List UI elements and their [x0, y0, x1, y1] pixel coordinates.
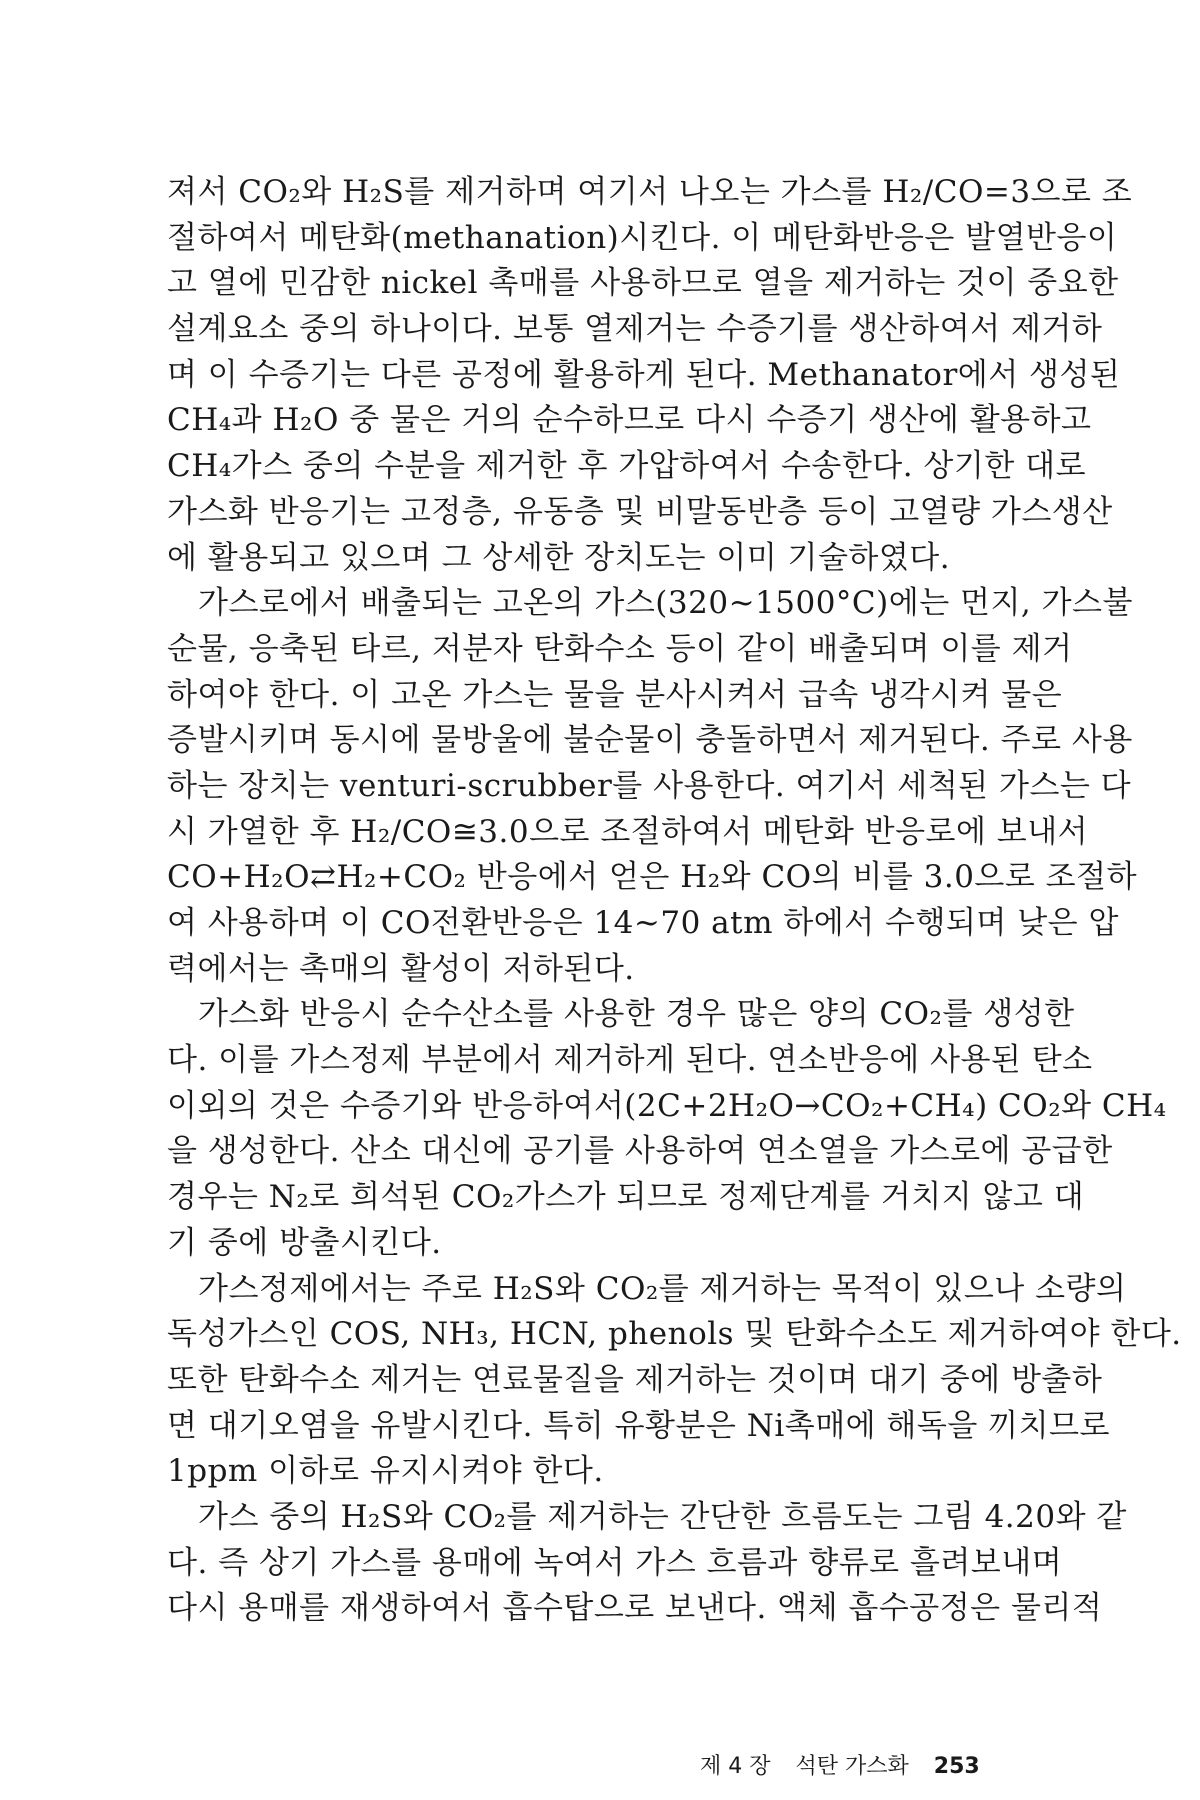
- text-line: 증발시키며 동시에 물방울에 불순물이 충돌하면서 제거된다. 주로 사용: [167, 722, 1133, 759]
- text-line: CH₄과 H₂O 중 물은 거의 순수하므로 다시 수증기 생산에 활용하고: [167, 402, 1092, 439]
- text-line: CH₄가스 중의 수분을 제거한 후 가압하여서 수송한다. 상기한 대로: [167, 448, 1087, 485]
- text-line: 1ppm 이하로 유지시켜야 한다.: [167, 1453, 604, 1490]
- text-line: 면 대기오염을 유발시킨다. 특히 유황분은 Ni촉매에 해독을 끼치므로: [167, 1407, 1110, 1444]
- text-line: CO+H₂O⇄H₂+CO₂ 반응에서 얻은 H₂와 CO의 비를 3.0으로 조절하: [167, 859, 1138, 896]
- text-line: 또한 탄화수소 제거는 연료물질을 제거하는 것이며 대기 중에 방출하: [167, 1361, 1103, 1398]
- text-line: 다. 이를 가스정제 부분에서 제거하게 된다. 연소반응에 사용된 탄소: [167, 1042, 1093, 1079]
- text-line: 이외의 것은 수증기와 반응하여서(2C+2H₂O→CO₂+CH₄) CO₂와 CH₄: [167, 1087, 1167, 1124]
- text-line: 하는 장치는 venturi-scrubber를 사용한다. 여기서 세척된 가스는 다: [167, 767, 1132, 804]
- text-line: 을 생성한다. 산소 대신에 공기를 사용하여 연소열을 가스로에 공급한: [167, 1133, 1113, 1170]
- text-line: 순물, 응축된 타르, 저분자 탄화수소 등이 같이 배출되며 이를 제거: [167, 630, 1073, 667]
- text-line: 다시 용매를 재생하여서 흡수탑으로 보낸다. 액체 흡수공정은 물리적: [167, 1590, 1103, 1627]
- text-line: 기 중에 방출시킨다.: [167, 1224, 442, 1261]
- text-line: 하여야 한다. 이 고온 가스는 물을 분사시켜서 급속 냉각시켜 물은: [167, 676, 1063, 713]
- chapter-title: 석탄 가스화: [795, 1754, 909, 1779]
- text-line: 에 활용되고 있으며 그 상세한 장치도는 이미 기술하였다.: [167, 539, 951, 576]
- text-line: 경우는 N₂로 희석된 CO₂가스가 되므로 정제단계를 거치지 않고 대: [167, 1179, 1085, 1216]
- page-footer: [700, 1752, 1000, 1782]
- page-number: 253: [933, 1754, 980, 1779]
- text-line: 고 열에 민감한 nickel 촉매를 사용하므로 열을 제거하는 것이 중요한: [167, 265, 1119, 302]
- text-line: 다. 즉 상기 가스를 용매에 녹여서 가스 흐름과 향류로 흘려보내며: [167, 1544, 1063, 1581]
- paragraph-first-line: 가스화 반응시 순수산소를 사용한 경우 많은 양의 CO₂를 생성한: [198, 996, 1075, 1033]
- text-line: 며 이 수증기는 다른 공정에 활용하게 된다. Methanator에서 생성된: [167, 356, 1121, 393]
- text-line: 가스화 반응기는 고정층, 유동층 및 비말동반층 등이 고열량 가스생산: [167, 493, 1113, 530]
- text-line: 여 사용하며 이 CO전환반응은 14~70 atm 하에서 수행되며 낮은 압: [167, 905, 1119, 941]
- chapter-number: 제 4 장: [700, 1754, 771, 1779]
- text-line: 설계요소 중의 하나이다. 보통 열제거는 수증기를 생산하여서 제거하: [167, 311, 1103, 348]
- text-line: 독성가스인 COS, NH₃, HCN, phenols 및 탄화수소도 제거하여야 한다.: [167, 1316, 1182, 1353]
- paragraph-first-line: 가스 중의 H₂S와 CO₂를 제거하는 간단한 흐름도는 그림 4.20와 같: [198, 1498, 1127, 1535]
- paragraph-first-line: 가스로에서 배출되는 고온의 가스(320~1500°C)에는 먼지, 가스불: [198, 585, 1133, 622]
- text-line: 력에서는 촉매의 활성이 저하된다.: [167, 950, 635, 987]
- text-line: 절하여서 메탄화(methanation)시킨다. 이 메탄화반응은 발열반응이: [167, 219, 1118, 256]
- text-line: 시 가열한 후 H₂/CO≅3.0으로 조절하여서 메탄화 반응로에 보내서: [167, 813, 1089, 850]
- text-line: 져서 CO₂와 H₂S를 제거하며 여기서 나오는 가스를 H₂/CO=3으로 조: [167, 174, 1133, 210]
- body-text: [167, 170, 1182, 1632]
- paragraph-first-line: 가스정제에서는 주로 H₂S와 CO₂를 제거하는 목적이 있으나 소량의: [198, 1270, 1127, 1307]
